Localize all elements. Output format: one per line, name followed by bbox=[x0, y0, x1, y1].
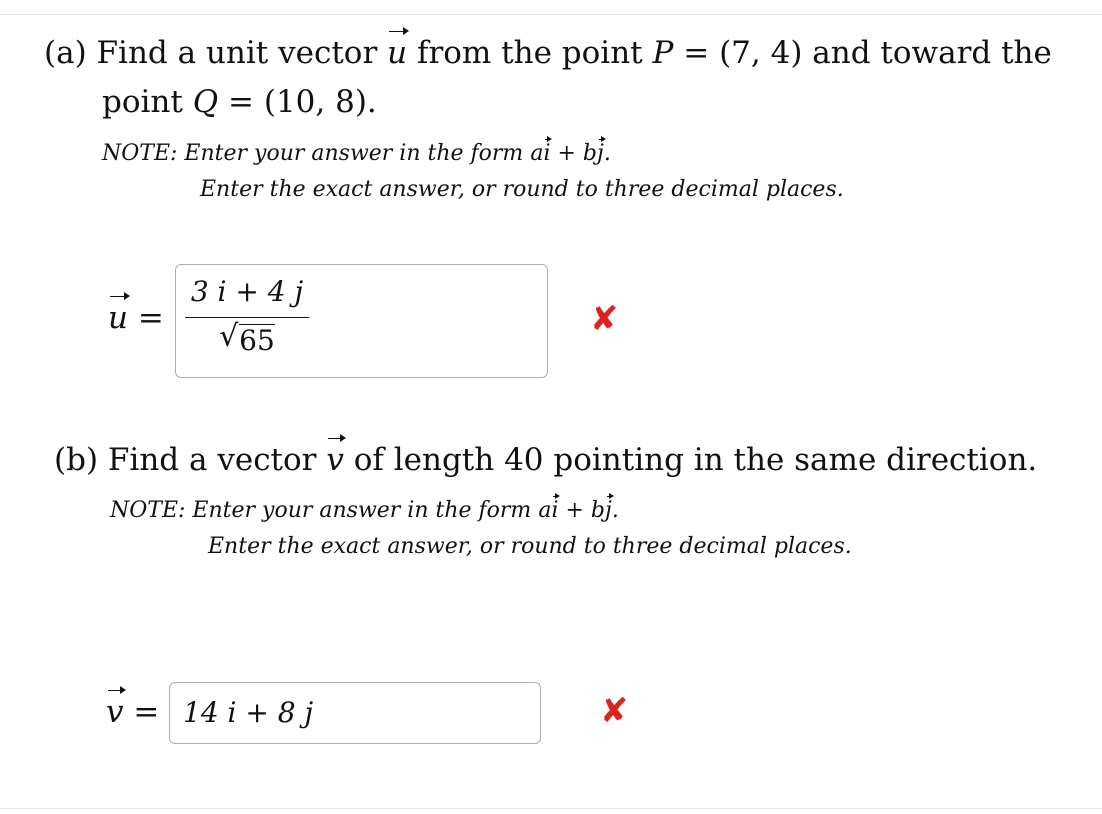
answer-v-input[interactable] bbox=[169, 682, 541, 744]
top-divider bbox=[0, 14, 1102, 15]
part-b-question-line1 bbox=[54, 440, 1037, 480]
note-form-b: b bbox=[582, 141, 598, 166]
note-prefix: NOTE: Enter your answer in the form bbox=[110, 498, 532, 523]
part-a-question-text-4: point bbox=[102, 84, 183, 120]
point-q-value: (10, 8). bbox=[263, 84, 377, 120]
answer-fraction bbox=[185, 275, 309, 358]
vector-u-symbol: u bbox=[387, 35, 408, 71]
equals-sign: = bbox=[133, 694, 160, 730]
answer-u-input[interactable] bbox=[175, 264, 548, 378]
equals-sign: = bbox=[683, 35, 710, 71]
part-a-note-line1 bbox=[102, 140, 611, 168]
vector-v-symbol: v bbox=[326, 442, 344, 478]
part-a-question-text-3: and toward the bbox=[812, 35, 1052, 71]
part-a-note-line2: Enter the exact answer, or round to three decimal places. bbox=[200, 177, 844, 202]
part-a-question-text-2: from the point bbox=[416, 35, 643, 71]
answer-denominator-sqrt bbox=[185, 319, 309, 358]
vector-i-symbol: i bbox=[551, 498, 559, 523]
note-form-b: b bbox=[590, 498, 606, 523]
vector-i-symbol: i bbox=[543, 141, 551, 166]
incorrect-x-icon: ✘ bbox=[590, 299, 619, 339]
point-p-symbol: P bbox=[652, 35, 674, 71]
point-p-value: (7, 4) bbox=[719, 35, 803, 71]
sqrt-radicand: 65 bbox=[239, 324, 275, 357]
answer-v-label bbox=[106, 692, 159, 732]
part-b-label: (b) bbox=[54, 442, 99, 478]
fraction-bar bbox=[185, 317, 309, 318]
note-prefix: NOTE: Enter your answer in the form bbox=[102, 141, 524, 166]
part-b-note-line2: Enter the exact answer, or round to three decimal places. bbox=[208, 534, 852, 559]
answer-u-label bbox=[108, 298, 164, 338]
part-a-question-line2 bbox=[102, 82, 377, 122]
answer-numerator: 3 i + 4 j bbox=[190, 275, 304, 308]
vector-j-symbol: j bbox=[605, 498, 612, 523]
note-end: . bbox=[611, 498, 619, 523]
equals-sign: = bbox=[137, 300, 164, 336]
sqrt-icon: √ bbox=[219, 319, 239, 354]
vector-j-symbol: j bbox=[597, 141, 604, 166]
vector-u-symbol: u bbox=[108, 300, 128, 336]
note-form-a: a bbox=[530, 141, 544, 166]
incorrect-x-icon: ✘ bbox=[600, 691, 629, 731]
point-q-symbol: Q bbox=[192, 84, 219, 120]
note-plus: + bbox=[565, 498, 584, 523]
note-plus: + bbox=[557, 141, 576, 166]
part-b-note-line1 bbox=[110, 497, 619, 525]
vector-v-symbol: v bbox=[106, 694, 124, 730]
part-b-question-text: Find a vector bbox=[107, 442, 317, 478]
part-b-question-text-2: of length 40 pointing in the same direction. bbox=[353, 442, 1038, 478]
part-a-question-line1 bbox=[44, 33, 1052, 73]
part-a-label: (a) bbox=[44, 35, 87, 71]
note-form-a: a bbox=[538, 498, 552, 523]
part-a-question-text: Find a unit vector bbox=[96, 35, 378, 71]
bottom-divider bbox=[0, 808, 1102, 809]
note-end: . bbox=[603, 141, 611, 166]
equals-sign: = bbox=[228, 84, 254, 120]
answer-v-value: 14 i + 8 j bbox=[183, 696, 314, 729]
